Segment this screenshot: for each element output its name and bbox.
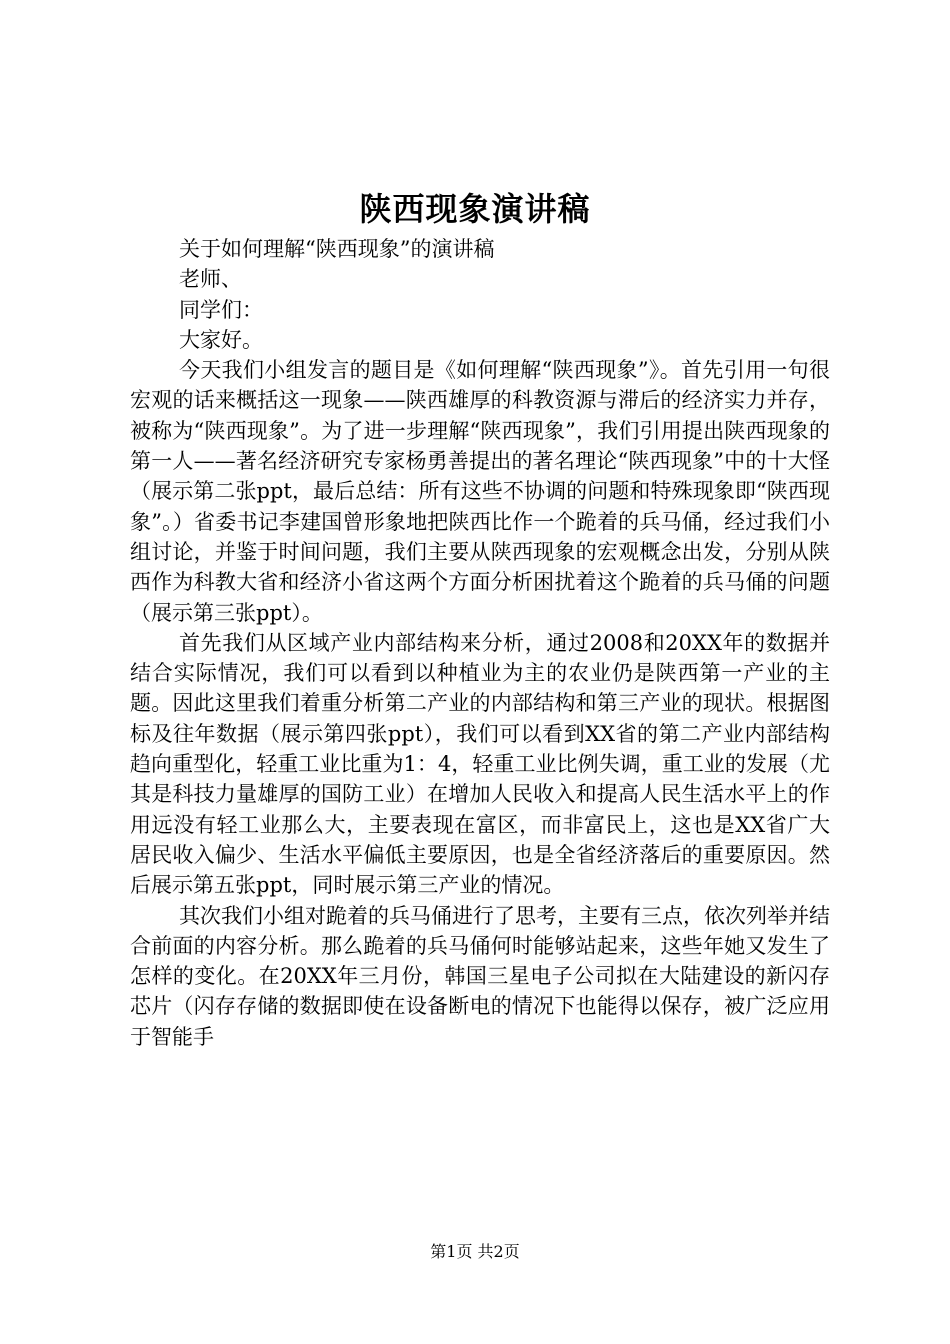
document-title: 陕西现象演讲稿 <box>359 190 591 228</box>
paragraph-salutation-teachers: 老师、 <box>179 267 242 292</box>
paragraph-industry-structure: 首先我们从区域产业内部结构来分析，通过2008和20XX年的数据并结合实际情况，我们可以看到以种植业为主的农业仍是陕西第一产业的主题。因此这里我们着重分析第二产业的内部结构和第三产业的现状。根据图标及往年数据（展示第四张ppt），我们可以看到XX省的第二产业内部结构趋向重型化，轻重工业比重为1：4，轻重工业比例失调，重工业的发展（尤其是科技力量雄厚的国防工业）在增加人民收入和提高人民生活水平上的作用远没有轻工业那么大，主要表现在富区，而非富民上，这也是XX省广大居民收入偏少、生活水平偏低主要原因，也是全省经济落后的重要原因。然后展示第五张ppt，同时展示第三产业的情况。 <box>130 630 830 898</box>
paragraph-greeting: 大家好。 <box>179 327 263 352</box>
paragraph-introduction: 今天我们小组发言的题目是《如何理解“陕西现象”》。首先引用一句很宏观的话来概括这一现象——陕西雄厚的科教资源与滞后的经济实力并存，被称为“陕西现象”。为了进一步理解“陕西现象”，我们引用提出陕西现象的第一人——著名经济研究专家杨勇善提出的著名理论“陕西现象”中的十大怪（展示第二张ppt，最后总结：所有这些不协调的问题和特殊现象即“陕西现象”。）省委书记李建国曾形象地把陕西比作一个跪着的兵马俑，经过我们小组讨论，并鉴于时间问题，我们主要从陕西现象的宏观概念出发，分别从陕西作为科教大省和经济小省这两个方面分析困扰着这个跪着的兵马俑的问题（展示第三张ppt）。 <box>130 358 830 625</box>
document-body <box>130 234 830 1052</box>
paragraph-subtitle: 关于如何理解“陕西现象”的演讲稿 <box>179 237 495 261</box>
page-number-footer: 第1页 共2页 <box>430 1242 520 1261</box>
paragraph-salutation-students: 同学们： <box>179 297 263 322</box>
paragraph-reflection: 其次我们小组对跪着的兵马俑进行了思考，主要有三点，依次列举并结合前面的内容分析。那么跪着的兵马俑何时能够站起来，这些年她又发生了怎样的变化。在20XX年三月份，韩国三星电子公司拟在大陆建设的新闪存芯片（闪存存储的数据即使在设备断电的情况下也能得以保存，被广泛应用于智能手 <box>130 903 830 1049</box>
